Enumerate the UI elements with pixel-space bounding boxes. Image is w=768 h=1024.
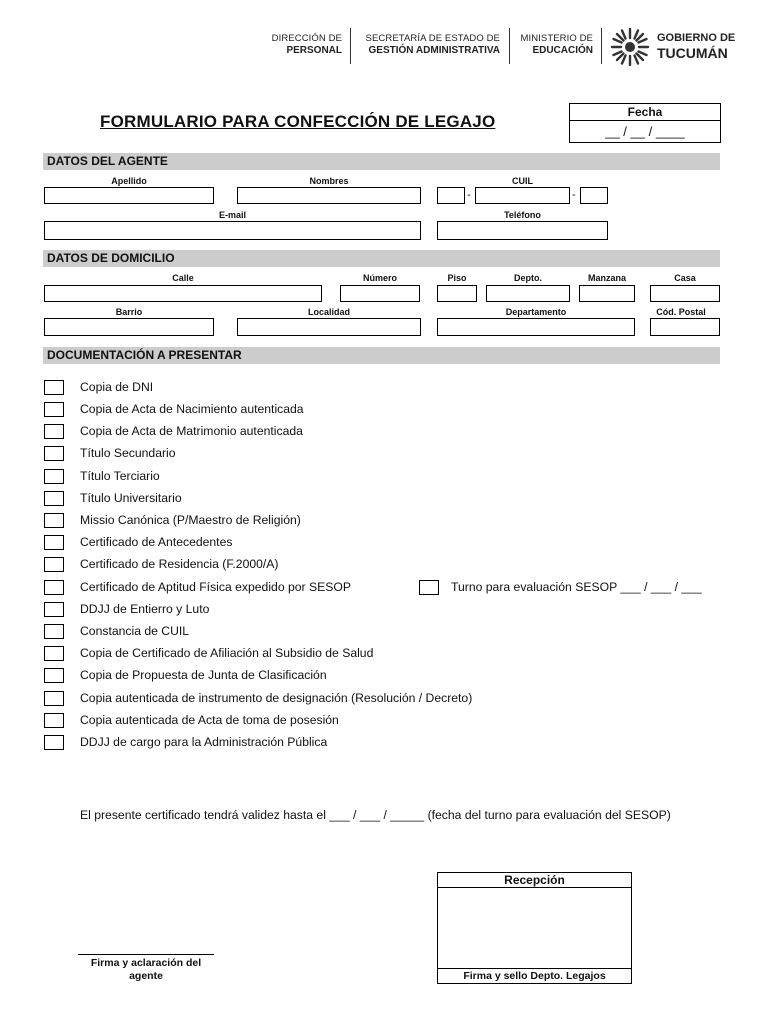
- checkbox-doc[interactable]: [44, 624, 64, 639]
- recepcion-label: Recepción: [438, 873, 631, 888]
- apellido-field[interactable]: [44, 187, 214, 204]
- telefono-field[interactable]: [437, 221, 608, 240]
- doc-item: Título Secundario: [80, 446, 176, 460]
- header-direccion-personal: [262, 33, 342, 57]
- header-ministerio: [513, 33, 593, 57]
- doc-item: Copia de DNI: [80, 380, 154, 394]
- depto-field[interactable]: [486, 285, 570, 302]
- email-field[interactable]: [44, 221, 421, 240]
- label-calle: Calle: [172, 273, 194, 283]
- barrio-field[interactable]: [44, 318, 214, 336]
- label-manzana: Manzana: [587, 273, 626, 283]
- doc-item: DDJJ de Entierro y Luto: [80, 602, 210, 616]
- doc-item: Constancia de CUIL: [80, 624, 190, 638]
- doc-item: DDJJ de cargo para la Administración Pública: [80, 735, 328, 749]
- cuil-dash: -: [467, 189, 471, 201]
- doc-item: Certificado de Aptitud Física expedido por SESOP: [80, 580, 351, 594]
- label-localidad: Localidad: [307, 307, 350, 317]
- label-departamento: Departamento: [505, 307, 567, 317]
- checkbox-doc[interactable]: [44, 713, 64, 728]
- firma-agente-label: [78, 957, 214, 983]
- checkbox-doc[interactable]: [44, 668, 64, 683]
- label-nombres: Nombres: [309, 176, 349, 186]
- fecha-label: Fecha: [570, 104, 720, 121]
- doc-item: Certificado de Residencia (F.2000/A): [80, 557, 279, 571]
- manzana-field[interactable]: [579, 285, 635, 302]
- label-telefono: Teléfono: [504, 210, 541, 220]
- section-datos-domicilio: DATOS DE DOMICILIO: [43, 250, 720, 267]
- firma-agente-line1: Firma y aclaración del: [90, 957, 202, 969]
- checkbox-doc[interactable]: [44, 380, 64, 395]
- cuil-prefix-field[interactable]: [437, 187, 465, 204]
- firma-agente-line: [78, 954, 214, 955]
- checkbox-doc[interactable]: [44, 446, 64, 461]
- doc-item: Copia de Acta de Nacimiento autenticada: [80, 402, 304, 416]
- section-documentacion: DOCUMENTACIÓN A PRESENTAR: [43, 347, 720, 364]
- checkbox-doc[interactable]: [44, 424, 64, 439]
- departamento-field[interactable]: [437, 318, 635, 336]
- header-divider: [601, 28, 602, 64]
- checkbox-doc[interactable]: [44, 735, 64, 750]
- checkbox-doc[interactable]: [44, 469, 64, 484]
- cuil-number-field[interactable]: [475, 187, 570, 204]
- header-min-line1: MINISTERIO DE: [520, 33, 593, 44]
- casa-field[interactable]: [650, 285, 720, 302]
- label-email: E-mail: [218, 210, 246, 220]
- calle-field[interactable]: [44, 285, 322, 302]
- doc-item: Título Universitario: [80, 491, 182, 505]
- numero-field[interactable]: [340, 285, 420, 302]
- header-sec-line2: GESTIÓN ADMINISTRATIVA: [368, 45, 500, 56]
- checkbox-doc[interactable]: [44, 646, 64, 661]
- cuil-dash: -: [572, 189, 576, 201]
- checkbox-turno[interactable]: [419, 580, 439, 595]
- validez-text: El presente certificado tendrá validez hasta el ___ / ___ / _____ (fecha del turno para evaluación del SESOP): [80, 808, 671, 822]
- gobierno-line2: TUCUMÁN: [657, 45, 728, 61]
- cod-postal-field[interactable]: [650, 318, 720, 336]
- doc-item: Certificado de Antecedentes: [80, 535, 233, 549]
- header-divider: [350, 28, 351, 64]
- checkbox-doc[interactable]: [44, 557, 64, 572]
- cuil-suffix-field[interactable]: [580, 187, 608, 204]
- label-piso: Piso: [447, 273, 467, 283]
- label-numero: Número: [362, 273, 397, 283]
- label-depto: Depto.: [514, 273, 542, 283]
- label-apellido: Apellido: [111, 176, 147, 186]
- doc-item: Copia autenticada de Acta de toma de posesión: [80, 713, 339, 727]
- checkbox-doc[interactable]: [44, 580, 64, 595]
- recepcion-box: [437, 872, 632, 984]
- doc-item: Título Terciario: [80, 469, 160, 483]
- checkbox-doc[interactable]: [44, 535, 64, 550]
- label-cuil: CUIL: [512, 176, 533, 186]
- header-dir-line2: PERSONAL: [286, 45, 342, 56]
- doc-item: Missio Canónica (P/Maestro de Religión): [80, 513, 301, 527]
- section-datos-agente: DATOS DEL AGENTE: [43, 153, 720, 170]
- firma-sello-label: Firma y sello Depto. Legajos: [438, 968, 631, 983]
- firma-agente-line2: agente: [129, 970, 163, 982]
- header-min-line2: EDUCACIÓN: [532, 45, 593, 56]
- checkbox-doc[interactable]: [44, 402, 64, 417]
- doc-item: Copia de Certificado de Afiliación al Subsidio de Salud: [80, 646, 374, 660]
- gobierno-sun-logo-icon: [610, 27, 650, 67]
- localidad-field[interactable]: [237, 318, 421, 336]
- header-secretaria: [355, 33, 500, 57]
- fecha-input[interactable]: __ / __ / ____: [605, 124, 685, 139]
- header-sec-line1: SECRETARÍA DE ESTADO DE: [365, 33, 500, 44]
- fecha-box: [569, 103, 721, 143]
- checkbox-doc[interactable]: [44, 491, 64, 506]
- page-title: FORMULARIO PARA CONFECCIÓN DE LEGAJO: [100, 112, 496, 131]
- piso-field[interactable]: [437, 285, 477, 302]
- doc-item: Copia de Acta de Matrimonio autenticada: [80, 424, 303, 438]
- checkbox-doc[interactable]: [44, 513, 64, 528]
- label-cod-postal: Cód. Postal: [656, 307, 706, 317]
- header-divider: [509, 28, 510, 64]
- doc-item: Copia de Propuesta de Junta de Clasificación: [80, 668, 327, 682]
- turno-label: Turno para evaluación SESOP ___ / ___ / ___: [451, 580, 702, 594]
- label-casa: Casa: [674, 273, 696, 283]
- checkbox-doc[interactable]: [44, 602, 64, 617]
- header-dir-line1: DIRECCIÓN DE: [271, 33, 342, 44]
- checkbox-doc[interactable]: [44, 691, 64, 706]
- label-barrio: Barrio: [115, 307, 143, 317]
- doc-item: Copia autenticada de instrumento de designación (Resolución / Decreto): [80, 691, 473, 705]
- gobierno-line1: GOBIERNO DE: [657, 32, 736, 44]
- nombres-field[interactable]: [237, 187, 421, 204]
